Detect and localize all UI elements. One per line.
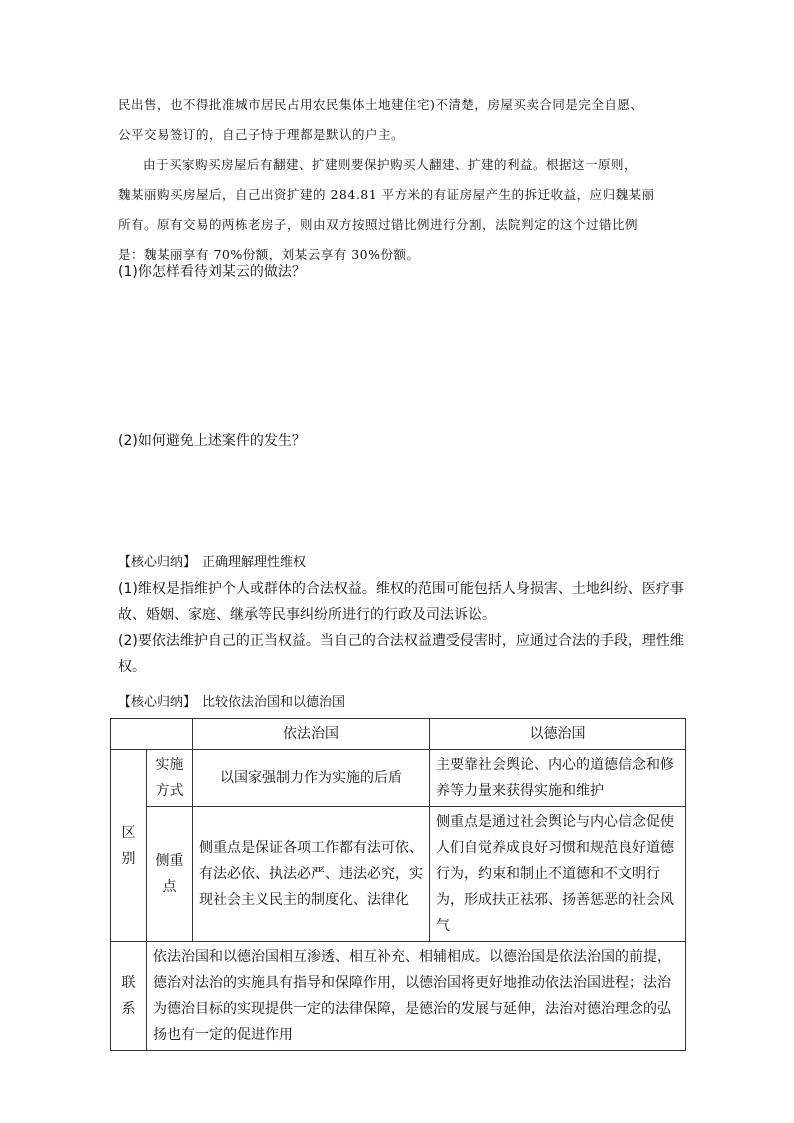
table-corner-cell <box>111 719 193 750</box>
header-rule-of-virtue: 以德治国 <box>430 719 686 750</box>
core-summary-compare <box>118 690 688 716</box>
question-1: (1)你怎样看待刘某云的做法？ <box>118 264 306 280</box>
core-summary-rational-rights <box>118 550 688 680</box>
core-point-2: (2)要依法维护自己的正当权益。当自己的合法权益遭受侵害时，应通过合法的手段，理性维权。 <box>118 633 684 675</box>
table-row <box>111 807 686 942</box>
group-difference: 区别 <box>111 750 147 942</box>
table-row <box>111 750 686 807</box>
case-text <box>118 90 678 270</box>
group-connection: 联系 <box>111 942 147 1051</box>
table-header-row <box>111 719 686 750</box>
case-line: 民出售，也不得批准城市居民占用农民集体土地建住宅)不清楚，房屋买卖合同是完全自愿、 <box>118 97 644 112</box>
row-label-focus: 侧重点 <box>147 807 193 942</box>
core-tag: 【核心归纳】 <box>118 555 197 570</box>
case-line: 公平交易签订的，自己子恃于理都是默认的户主。 <box>118 127 405 142</box>
core-heading <box>118 550 688 576</box>
comparison-table <box>110 718 686 1051</box>
cell-connection: 依法治国和以德治国相互渗透、相互补充、相辅相成。以德治国是依法治国的前提，德治对法治的实施具有指导和保障作用，以德治国将更好地推动依法治国进程；法治为德治目标的实现提供一定的法律保障，是德治的发展与延伸，法治对德治理念的弘扬也有一定的促进作用 <box>147 942 686 1051</box>
case-line: 魏某丽购买房屋后，自己出资扩建的 284.81 平方米的有证房屋产生的拆迁收益，应归魏某丽 <box>118 187 655 202</box>
core-title: 正确理解理性维权 <box>202 555 307 570</box>
row-label-implementation: 实施方式 <box>147 750 193 807</box>
core-title: 比较依法治国和以德治国 <box>202 695 346 710</box>
core-point-1: (1)维权是指维护个人或群体的合法权益。维权的范围可能包括人身损害、土地纠纷、医疗事故、婚姻、家庭、继承等民事纠纷所进行的行政及司法诉讼。 <box>118 581 684 623</box>
question-2: (2)如何避免上述案件的发生？ <box>118 433 306 449</box>
cell-virtue-focus: 侧重点是通过社会舆论与内心信念促使人们自觉养成良好习惯和规范良好道德行为，约束和制止不道德和不文明行为，形成扶正祛邪、扬善惩恶的社会风气 <box>430 807 686 942</box>
cell-law-focus: 侧重点是保证各项工作都有法可依、有法必依、执法必严、违法必究，实现社会主义民主的制度化、法律化 <box>193 807 430 942</box>
table-row <box>111 942 686 1051</box>
case-line: 所有。原有交易的两栋老房子，则由双方按照过错比例进行分割，法院判定的这个过错比例 <box>118 217 639 232</box>
case-line: 由于买家购买房屋后有翻建、扩建则要保护购买人翻建、扩建的利益。根据这一原则， <box>143 157 638 172</box>
header-rule-of-law: 依法治国 <box>193 719 430 750</box>
core-tag: 【核心归纳】 <box>118 695 197 710</box>
case-line: 是：魏某丽享有 70%份额，刘某云享有 30%份额。 <box>118 247 420 262</box>
core-heading <box>118 690 688 716</box>
cell-law-implementation: 以国家强制力作为实施的后盾 <box>193 750 430 807</box>
cell-virtue-implementation: 主要靠社会舆论、内心的道德信念和修养等力量来获得实施和维护 <box>430 750 686 807</box>
